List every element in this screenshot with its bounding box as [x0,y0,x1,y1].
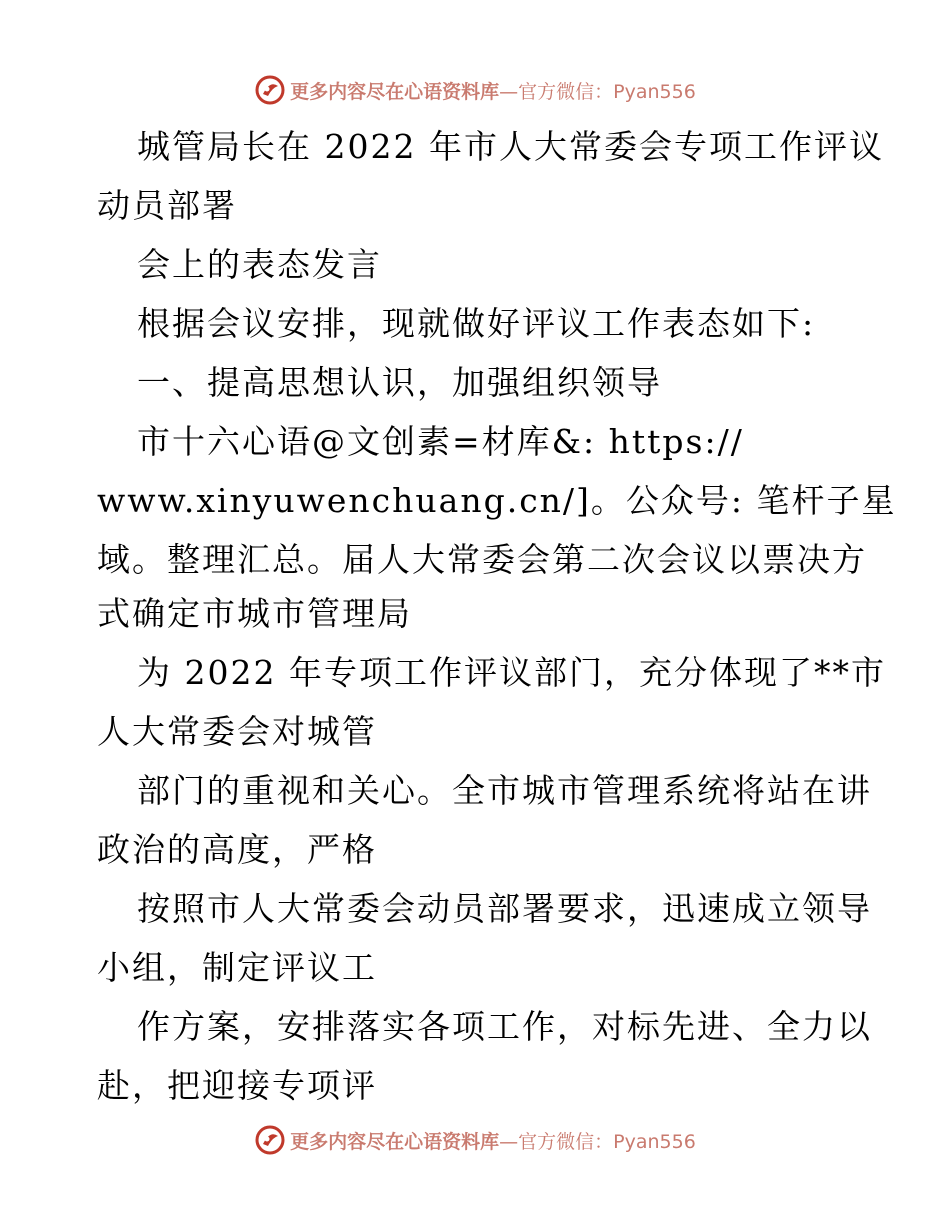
swirl-logo-icon [254,1124,286,1156]
text-line: 为 2022 年专项工作评议部门，充分体现了**市 [137,653,886,692]
watermark-separator: — [499,80,519,103]
watermark-right-text: 官方微信：Pyan556 [518,1130,696,1153]
text-line: 城管局长在 2022 年市人大常委会专项工作评议 [137,127,884,166]
text-line: 会上的表态发言 [137,245,382,284]
text-line: 一、提高思想认识，加强组织领导 [137,363,662,402]
watermark-left-text: 更多内容尽在心语资料库 [290,80,500,103]
text-line: 按照市人大常委会动员部署要求，迅速成立领导 [137,889,872,928]
watermark-right-text: 官方微信：Pyan556 [518,80,696,103]
text-line: 人大常委会对城管 [97,712,377,751]
text-line: 政治的高度，严格 [97,830,377,869]
text-line: 作方案，安排落实各项工作，对标先进、全力以 [137,1007,872,1046]
text-line: 域。整理汇总。届人大常委会第二次会议以票决方 [97,540,867,579]
text-line: 赴，把迎接专项评 [97,1066,377,1105]
text-line: 根据会议安排，现就做好评议工作表态如下: [137,304,816,343]
watermark-separator: — [499,1130,519,1153]
watermark-banner-bottom [0,1120,950,1160]
swirl-logo-icon [254,74,286,106]
text-line: 式确定市城市管理局 [97,594,412,633]
text-line: 市十六心语@文创素=材库&: https:// [137,422,744,461]
text-line: www.xinyuwenchuang.cn/]。公众号: 笔杆子星 [97,481,897,520]
watermark-text [290,1127,696,1154]
watermark-banner-top [0,70,950,110]
text-line: 部门的重视和关心。全市城市管理系统将站在讲 [137,771,872,810]
text-line: 动员部署 [97,186,237,225]
watermark-left-text: 更多内容尽在心语资料库 [290,1130,500,1153]
watermark-text [290,77,696,104]
text-line: 小组，制定评议工 [97,948,377,987]
